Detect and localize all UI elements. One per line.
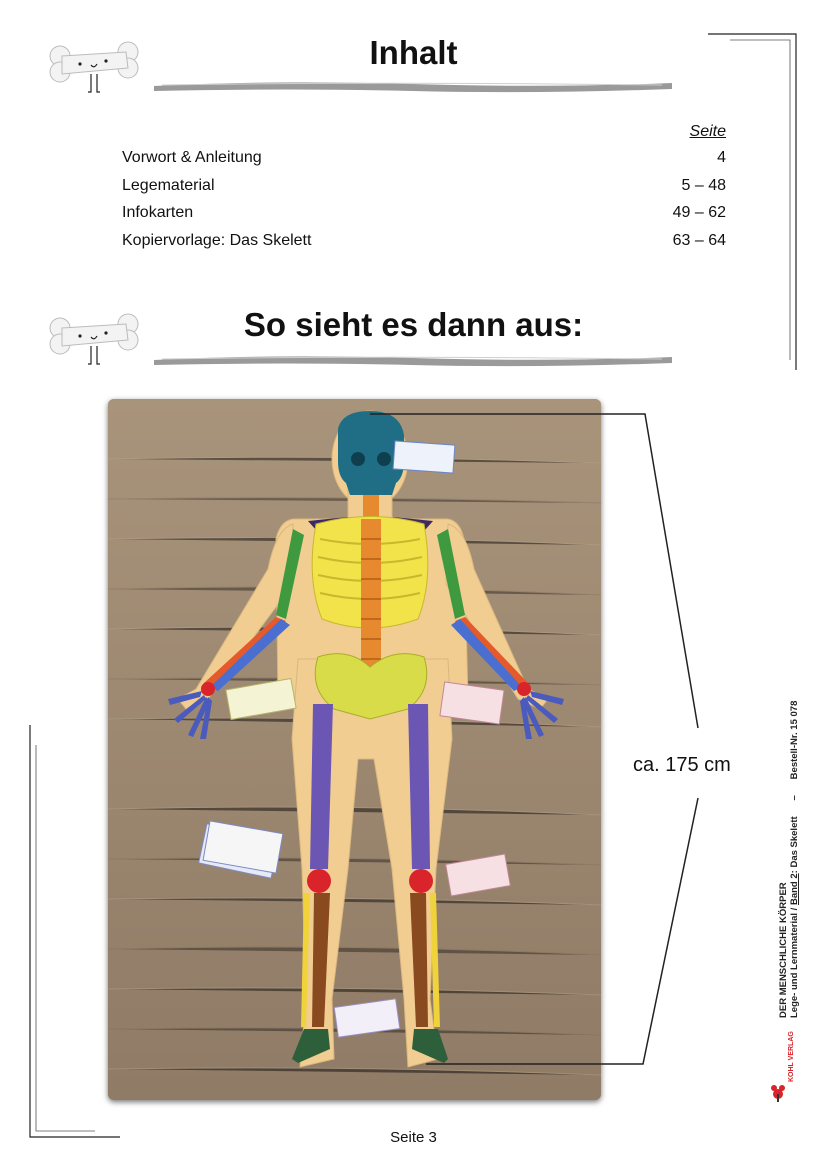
publisher-name: KOHL VERLAG	[788, 1031, 795, 1082]
toc-title: Vorwort & Anleitung	[122, 149, 262, 166]
toc-title: Legematerial	[122, 176, 215, 194]
toc-page: 5 – 48	[681, 176, 726, 194]
toc-page: 63 – 64	[672, 231, 726, 249]
toc-title: Kopiervorlage: Das Skelett	[122, 231, 312, 249]
order-number: Bestell-Nr. 15 078	[789, 700, 800, 780]
series-info	[778, 678, 800, 1018]
height-label: ca. 175 cm	[633, 754, 731, 776]
series-title: DER MENSCHLICHE KÖRPER	[778, 882, 789, 1018]
series-subtitle: Lege- und Lernmaterial / Band 2: Das Skelett – Bestell-Nr. 15 078	[789, 700, 800, 1018]
tree-icon	[770, 1022, 800, 1102]
page-number: Seite 3	[390, 1129, 437, 1146]
toc-title: Infokarten	[122, 204, 194, 221]
toc-page: 4	[717, 149, 726, 166]
section-heading: So sieht es dann aus:	[243, 306, 584, 343]
page-title: Inhalt	[369, 34, 458, 71]
toc-page: 49 – 62	[672, 204, 726, 221]
publisher-logo	[770, 1022, 800, 1102]
toc-page-header: Seite	[689, 123, 726, 140]
